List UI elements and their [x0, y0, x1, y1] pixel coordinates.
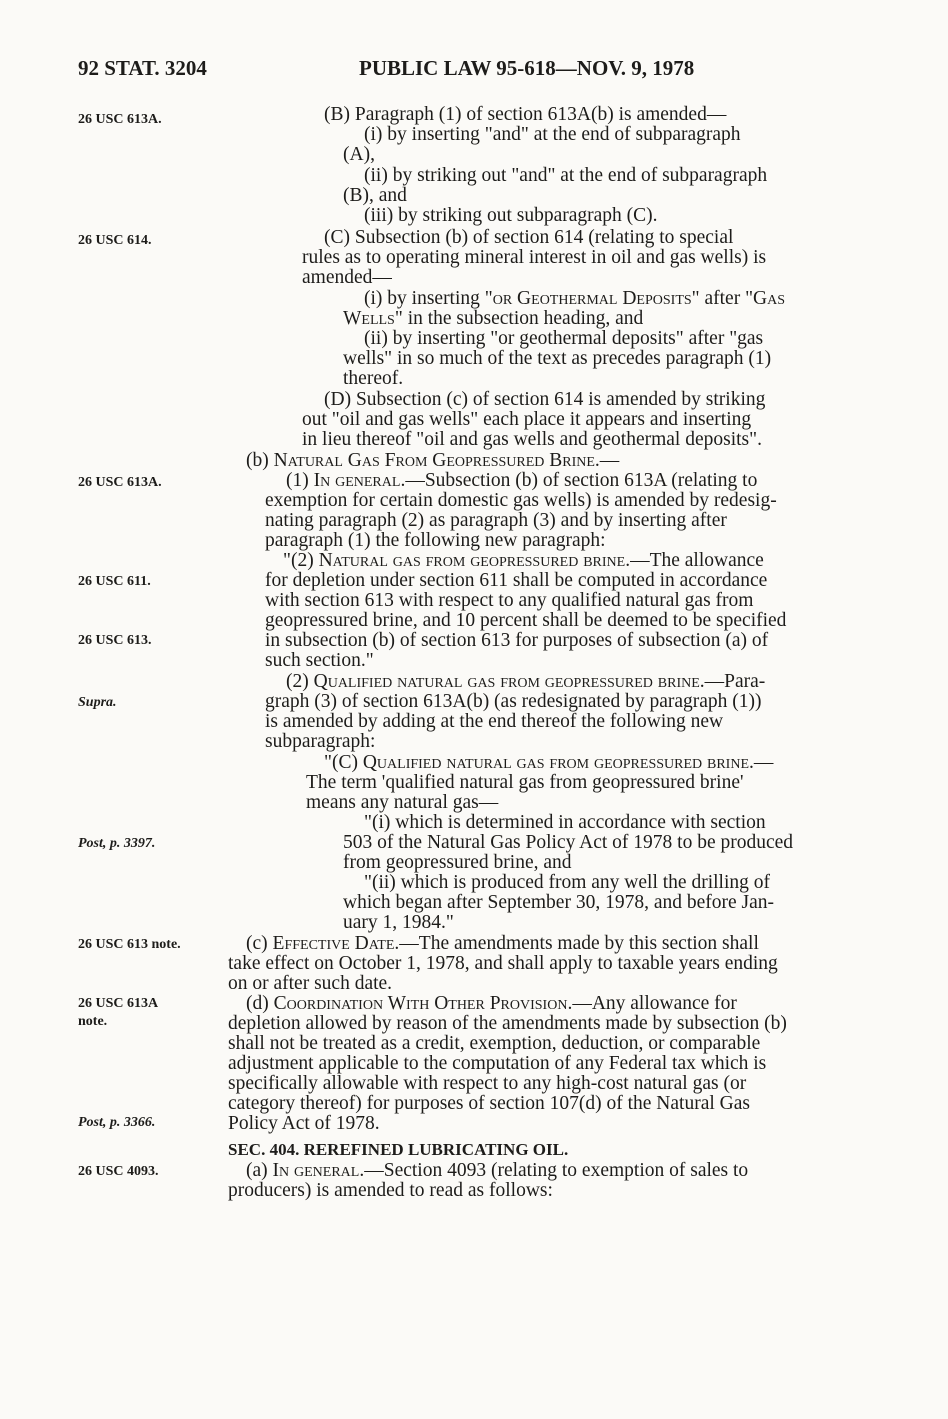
margin-note: 26 USC 613. — [78, 633, 152, 648]
text-line: (iii) by striking out subparagraph (C). — [364, 205, 658, 226]
section-404-heading: SEC. 404. REREFINED LUBRICATING OIL. — [228, 1140, 569, 1159]
text-line: rules as to operating mineral interest in oil and gas wells) is — [302, 247, 767, 268]
text-line: (D) Subsection (c) of section 614 is amended by striking — [324, 389, 766, 410]
margin-note: Post, p. 3397. — [78, 836, 156, 851]
text-line: (a) In general.—Section 4093 (relating to exemption of sales to — [246, 1160, 749, 1181]
text-line: (ii) by inserting "or geothermal deposits" after "gas — [364, 328, 764, 349]
text-line: in subsection (b) of section 613 for purposes of subsection (a) of — [265, 630, 769, 651]
margin-note: 26 USC 614. — [78, 233, 152, 248]
text-line: means any natural gas— — [306, 792, 499, 813]
margin-note: 26 USC 613A. — [78, 112, 162, 127]
text-line: on or after such date. — [228, 973, 393, 994]
text-line: (B) Paragraph (1) of section 613A(b) is amended— — [324, 104, 727, 125]
margin-note: Supra. — [78, 695, 117, 710]
text-line: out "oil and gas wells" each place it appears and inserting — [302, 409, 752, 430]
text-line: for depletion under section 611 shall be computed in accordance — [265, 570, 768, 591]
margin-note: 26 USC 611. — [78, 574, 151, 589]
stat-page-number: 92 STAT. 3204 — [78, 56, 207, 80]
text-line: exemption for certain domestic gas wells) is amended by redesig- — [265, 490, 777, 511]
text-line: take effect on October 1, 1978, and shall apply to taxable years ending — [228, 953, 778, 974]
text-line: (C) Subsection (b) of section 614 (relating to special — [324, 227, 734, 248]
text-line: specifically allowable with respect to any high-cost natural gas (or — [228, 1073, 747, 1094]
text-line: wells" in so much of the text as precedes paragraph (1) — [343, 348, 772, 369]
text-line: (B), and — [343, 185, 407, 206]
margin-note: 26 USC 613A. — [78, 475, 162, 490]
text-line: category thereof) for purposes of section 107(d) of the Natural Gas — [228, 1093, 750, 1114]
text-line: thereof. — [343, 368, 404, 389]
text-line: is amended by adding at the end thereof the following new — [265, 711, 724, 732]
text-line: such section." — [265, 650, 374, 671]
text-line: subparagraph: — [265, 731, 376, 752]
margin-note: note. — [78, 1014, 108, 1029]
text-line: shall not be treated as a credit, exemption, deduction, or comparable — [228, 1033, 761, 1054]
text-line: (i) by inserting "and" at the end of subparagraph — [364, 124, 741, 145]
text-line: amended— — [302, 267, 392, 288]
section-heading: (b) Natural Gas From Geopressured Brine.— — [246, 450, 620, 471]
text-line: uary 1, 1984." — [343, 912, 454, 933]
text-line: (2) Qualified natural gas from geopressured brine.—Para- — [286, 671, 766, 692]
text-line: (ii) by striking out "and" at the end of subparagraph — [364, 165, 768, 186]
margin-note: Post, p. 3366. — [78, 1115, 156, 1130]
text-line: nating paragraph (2) as paragraph (3) and by inserting after — [265, 510, 727, 531]
margin-note: 26 USC 613 note. — [78, 937, 181, 952]
text-line: producers) is amended to read as follows: — [228, 1180, 553, 1201]
text-line: The term 'qualified natural gas from geopressured brine' — [306, 772, 744, 793]
text-line: "(i) which is determined in accordance with section — [364, 812, 766, 833]
text-line: with section 613 with respect to any qualified natural gas from — [265, 590, 754, 611]
text-line: from geopressured brine, and — [343, 852, 572, 873]
text-line: 503 of the Natural Gas Policy Act of 1978 to be produced — [343, 832, 794, 853]
text-line: which began after September 30, 1978, and before Jan- — [343, 892, 775, 913]
text-line: (c) Effective Date.—The amendments made by this section shall — [246, 933, 759, 954]
text-line: "(ii) which is produced from any well the drilling of — [364, 872, 770, 893]
text-line: Wells" in the subsection heading, and — [343, 308, 644, 329]
text-line: (1) In general.—Subsection (b) of section 613A (relating to — [286, 470, 758, 491]
text-line: (d) Coordination With Other Provision.—Any allowance for — [246, 993, 737, 1014]
text-line: "(2) Natural gas from geopressured brine.—The allowance — [283, 550, 764, 571]
text-line: depletion allowed by reason of the amendments made by subsection (b) — [228, 1013, 787, 1034]
margin-note: 26 USC 613A — [78, 996, 159, 1011]
text-line: adjustment applicable to the computation of any Federal tax which is — [228, 1053, 767, 1074]
text-line: "(C) Qualified natural gas from geopressured brine.— — [324, 752, 774, 773]
text-line: graph (3) of section 613A(b) (as redesignated by paragraph (1)) — [265, 691, 762, 712]
text-line: Policy Act of 1978. — [228, 1113, 380, 1134]
text-line: geopressured brine, and 10 percent shall be deemed to be specified — [265, 610, 787, 631]
text-line: paragraph (1) the following new paragraph: — [265, 530, 606, 551]
text-line: in lieu thereof "oil and gas wells and geothermal deposits". — [302, 429, 762, 450]
margin-note: 26 USC 4093. — [78, 1164, 159, 1179]
text-line: (i) by inserting "or Geothermal Deposits" after "Gas — [364, 288, 786, 309]
public-law-title: PUBLIC LAW 95-618—NOV. 9, 1978 — [359, 56, 695, 80]
text-line: (A), — [343, 144, 375, 165]
